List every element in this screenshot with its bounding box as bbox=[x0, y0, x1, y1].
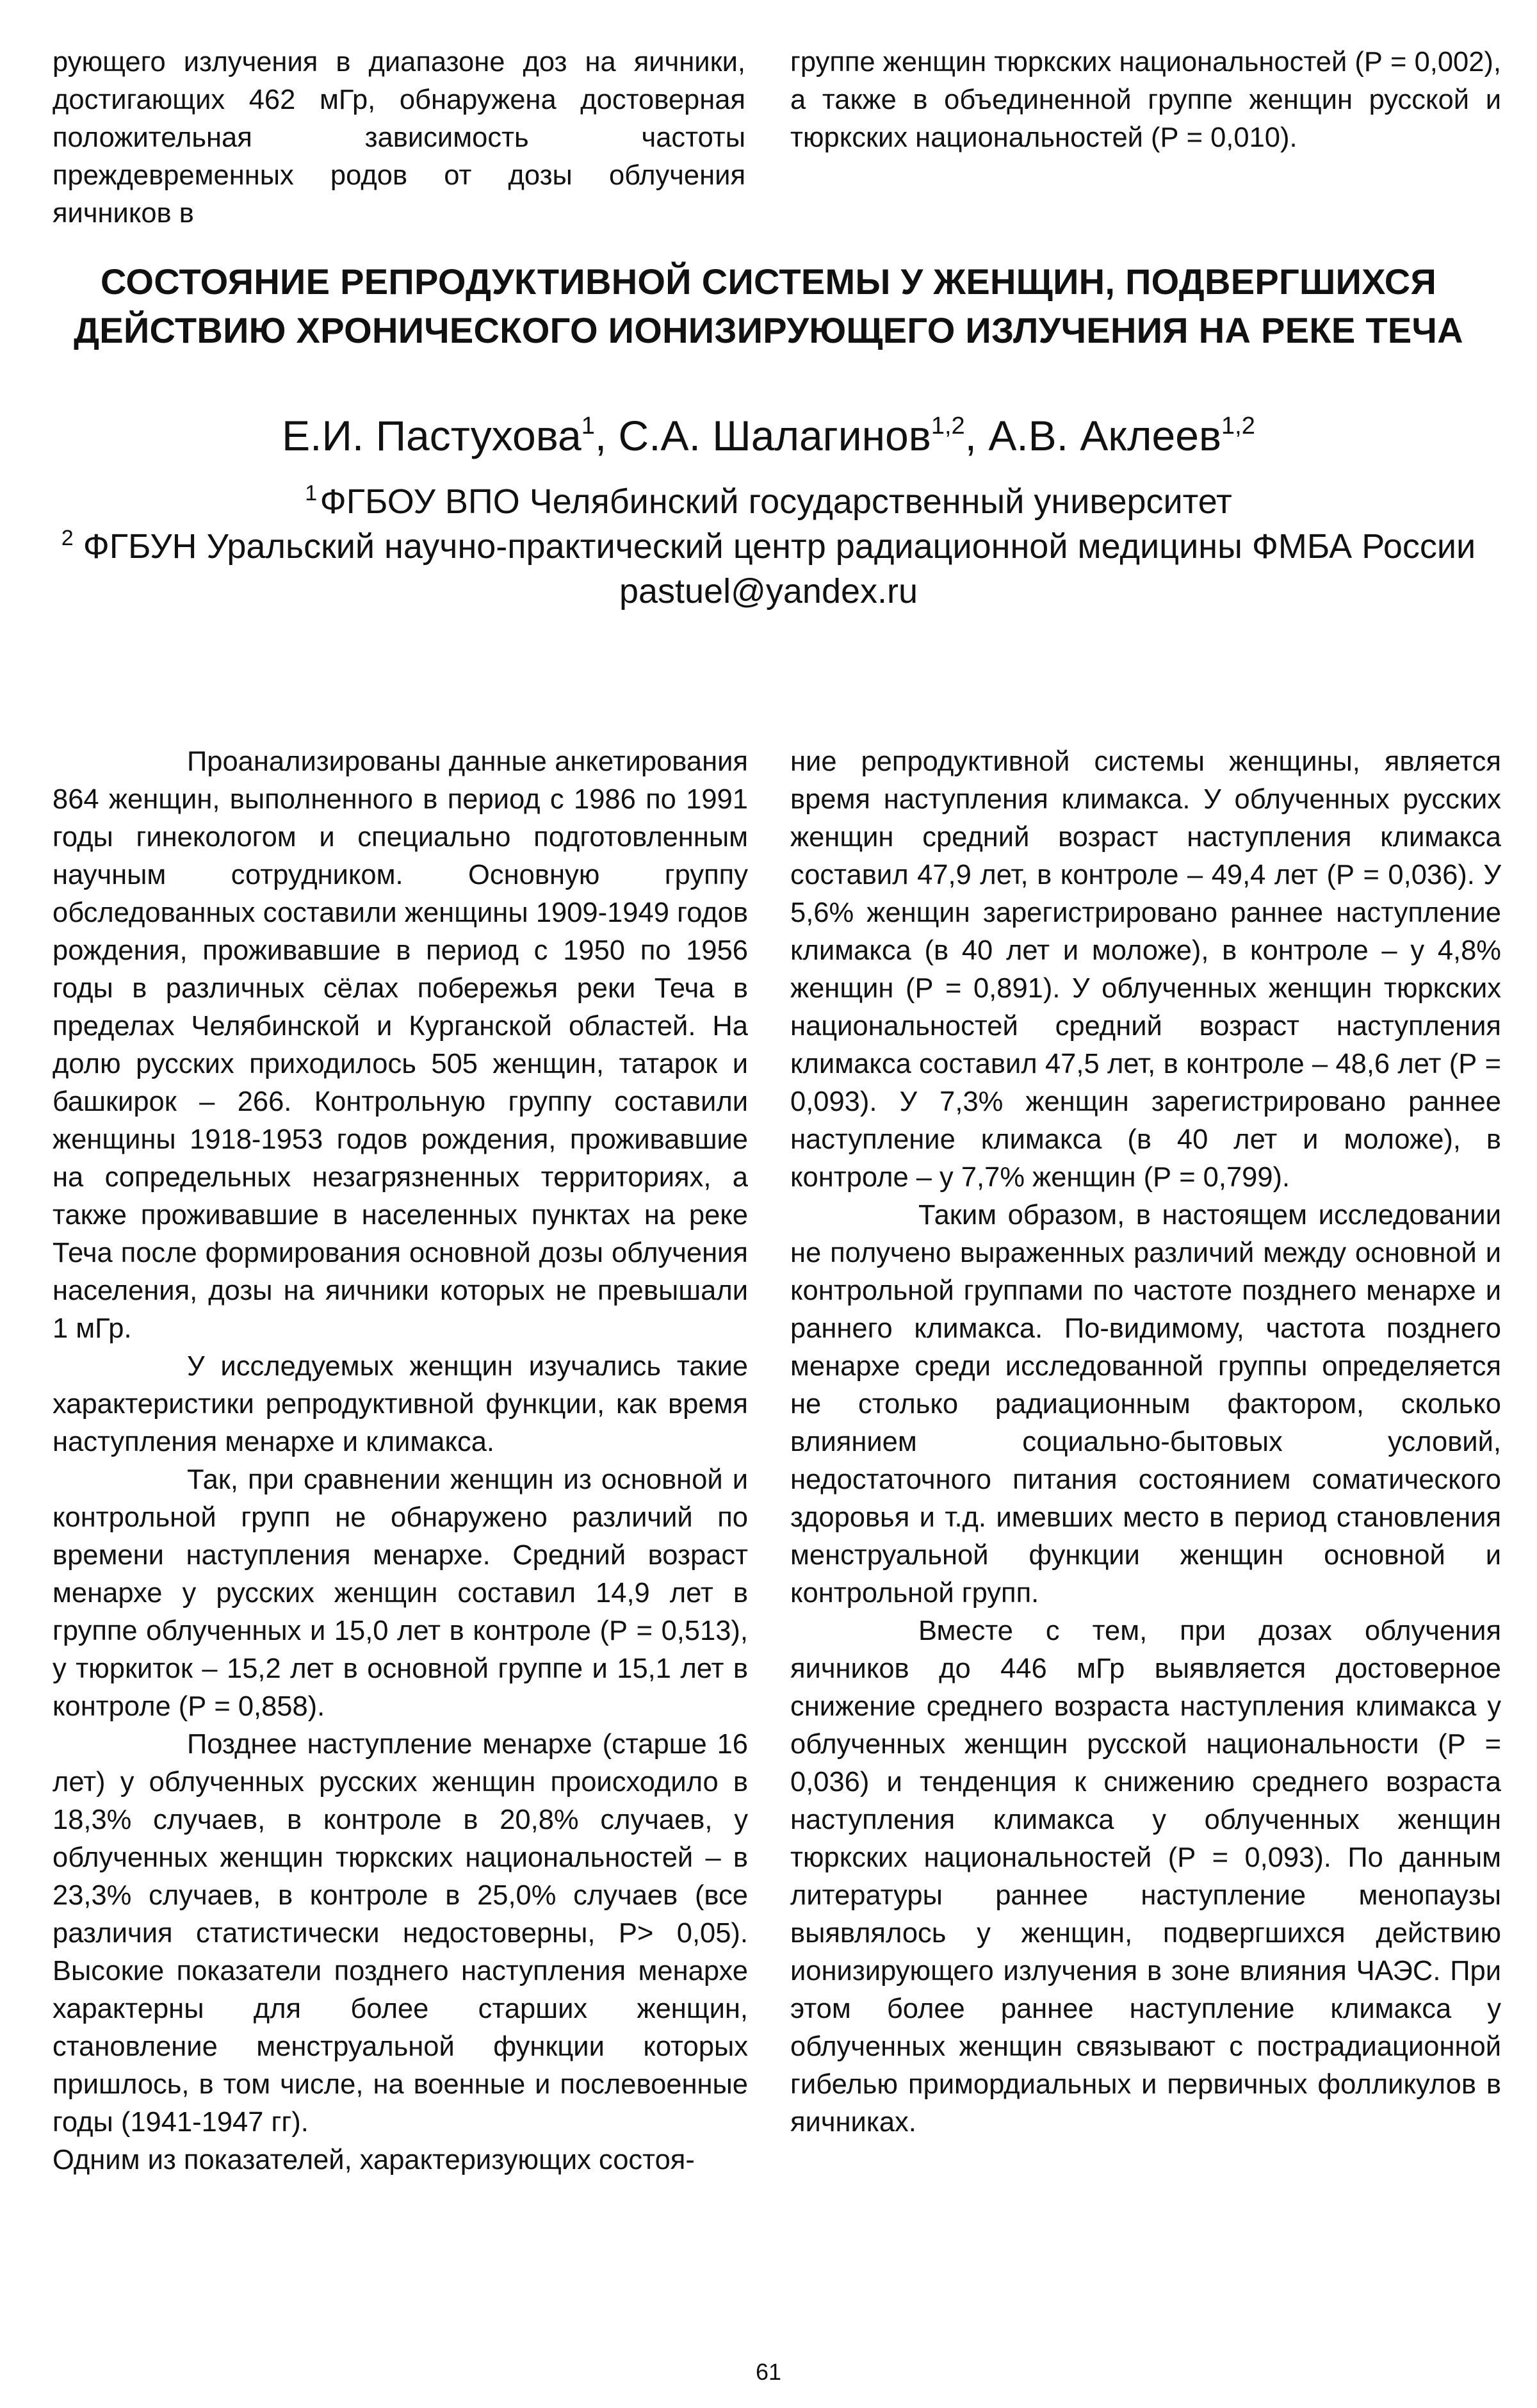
page-number: 61 bbox=[755, 2359, 782, 2385]
paragraph: ние репродуктивной системы женщины, является время наступления климакса. У облученных русских женщин средний возраст наступления климакса составил 47,9 лет, в контроле – 49,4 лет (Р = 0,036). У 5,6% женщин зарегистрировано раннее наступление климакса (в 40 лет и моложе), в контроле – у 4,8% женщин (Р = 0,891). У облученных женщин тюркских национальностей средний возраст наступления климакса составил 47,5 лет, в контроле – 48,6 лет (Р = 0,093). У 7,3% женщин зарегистрировано раннее наступление климакса (в 40 лет и моложе), в контроле – у 7,7% женщин (Р = 0,799). bbox=[790, 746, 1501, 1193]
previous-article-fragment-right bbox=[790, 44, 1501, 157]
paragraph: Таким образом, в настоящем исследовании не получено выраженных различий между основной и контрольной группами по частоте позднего менархе и раннего климакса. По-видимому, частота позднего менархе среди исследованной группы определяется не столько радиационным фактором, сколько влиянием социально-бытовых условий, недостаточного питания состоянием соматического здоровья и т.д. имевших место в период становления менструальной функции женщин основной и контрольной групп. bbox=[790, 1200, 1501, 1609]
affiliation-mark: 1 bbox=[305, 481, 318, 505]
paragraph: Одним из показателей, характеризующих состоя- bbox=[53, 2145, 695, 2175]
body-column-right bbox=[790, 743, 1501, 2142]
affiliation-mark: 2 bbox=[61, 526, 74, 550]
paragraph: Вместе с тем, при дозах облучения яичников до 446 мГр выявляется достоверное снижение среднего возраста наступления климакса у облученных женщин русской национальности (Р = 0,036) и тенденция к снижению среднего возраста наступления климакса у облученных женщин тюркских национальностей (Р = 0,093). По данным литературы раннее наступление менопаузы выявлялось у женщин, подвергшихся действию ионизирующего излучения в зоне влияния ЧАЭС. При этом более раннее наступление климакса у облученных женщин связывают с пострадиационной гибелью примордиальных и первичных фолликулов в яичниках. bbox=[790, 1616, 1501, 2138]
author-affiliation-mark: 1,2 bbox=[1221, 413, 1255, 439]
paragraph: Так, при сравнении женщин из основной и контрольной групп не обнаружено различий по времени наступления менархе. Средний возраст менархе у русских женщин составил 14,9 лет в группе облученных и 15,0 лет в контроле (Р = 0,513), у тюркиток – 15,2 лет в основной группе и 15,1 лет в контроле (Р = 0,858). bbox=[53, 1464, 748, 1722]
paragraph: группе женщин тюркских национальностей (Р = 0,002), а также в объединенной группе женщин русской и тюркских национальностей (Р = 0,010). bbox=[790, 47, 1501, 153]
paragraph: Проанализированы данные анкетирования 864 женщин, выполненного в период с 1986 по 1991 годы гинекологом и специально подготовленным научным сотрудником. Основную группу обследованных составили женщины 1909-1949 годов рождения, проживавшие в период с 1950 по 1956 годы в различных сёлах побережья реки Теча в пределах Челябинской и Курганской областей. На долю русских приходилось 505 женщин, татарок и башкирок – 266. Контрольную группу составили женщины 1918-1953 годов рождения, проживавшие на сопредельных незагрязненных территориях, а также проживавшие в населенных пунктах на реке Теча после формирования основной дозы облучения населения, дозы на яичники которых не превышали 1 мГр. bbox=[53, 746, 748, 1344]
paragraph: рующего излучения в диапазоне доз на яичники, достигающих 462 мГр, обнаружена достоверная положительная зависимость частоты преждевременных родов от дозы облучения яичников в bbox=[53, 47, 745, 229]
author-name: Е.И. Пастухова bbox=[282, 412, 581, 459]
affiliation-1 bbox=[51, 479, 1486, 524]
paragraph: Позднее наступление менархе (старше 16 лет) у облученных русских женщин происходило в 18,3% случаев, в контроле в 20,8% случаев, у облученных женщин тюркских национальностей – в 23,3% случаев, в контроле в 25,0% случаев (все различия статистически недостоверны, Р> 0,05). Высокие показатели позднего наступления менархе характерны для более старших женщин, становление менструальной функции которых пришлось, в том числе, на военные и послевоенные годы (1941-1947 гг). bbox=[53, 1729, 748, 2138]
body-column-left bbox=[53, 743, 748, 2179]
author-email: pastuel@yandex.ru bbox=[619, 572, 918, 610]
article-title: СОСТОЯНИЕ РЕПРОДУКТИВНОЙ СИСТЕМЫ У ЖЕНЩИН, ПОДВЕРГШИХСЯ ДЕЙСТВИЮ ХРОНИЧЕСКОГО ИОНИЗИРУЮЩЕГО ИЗЛУЧЕНИЯ НА РЕКЕ ТЕЧА bbox=[74, 261, 1463, 350]
author-name: А.В. Аклеев bbox=[988, 412, 1222, 459]
previous-article-fragment-left bbox=[53, 44, 745, 233]
affiliations bbox=[51, 479, 1486, 614]
author-affiliation-mark: 1 bbox=[581, 413, 595, 439]
paragraph: У исследуемых женщин изучались такие характеристики репродуктивной функции, как время наступления менархе и климакса. bbox=[53, 1351, 748, 1457]
author-name: С.А. Шалагинов bbox=[618, 412, 931, 459]
affiliation-text: ФГБУН Уральский научно-практический центр радиационной медицины ФМБА России bbox=[83, 527, 1476, 566]
author-affiliation-mark: 1,2 bbox=[931, 413, 965, 439]
author-list: Е.И. Пастухова$^1$, С.А. Шалагинов$^{1,2}$, А.В. Аклеев$^{1,2}$ bbox=[282, 412, 1255, 459]
affiliation-2 bbox=[51, 524, 1486, 569]
affiliation-text: ФГБОУ ВПО Челябинский государственный университет bbox=[320, 482, 1232, 521]
